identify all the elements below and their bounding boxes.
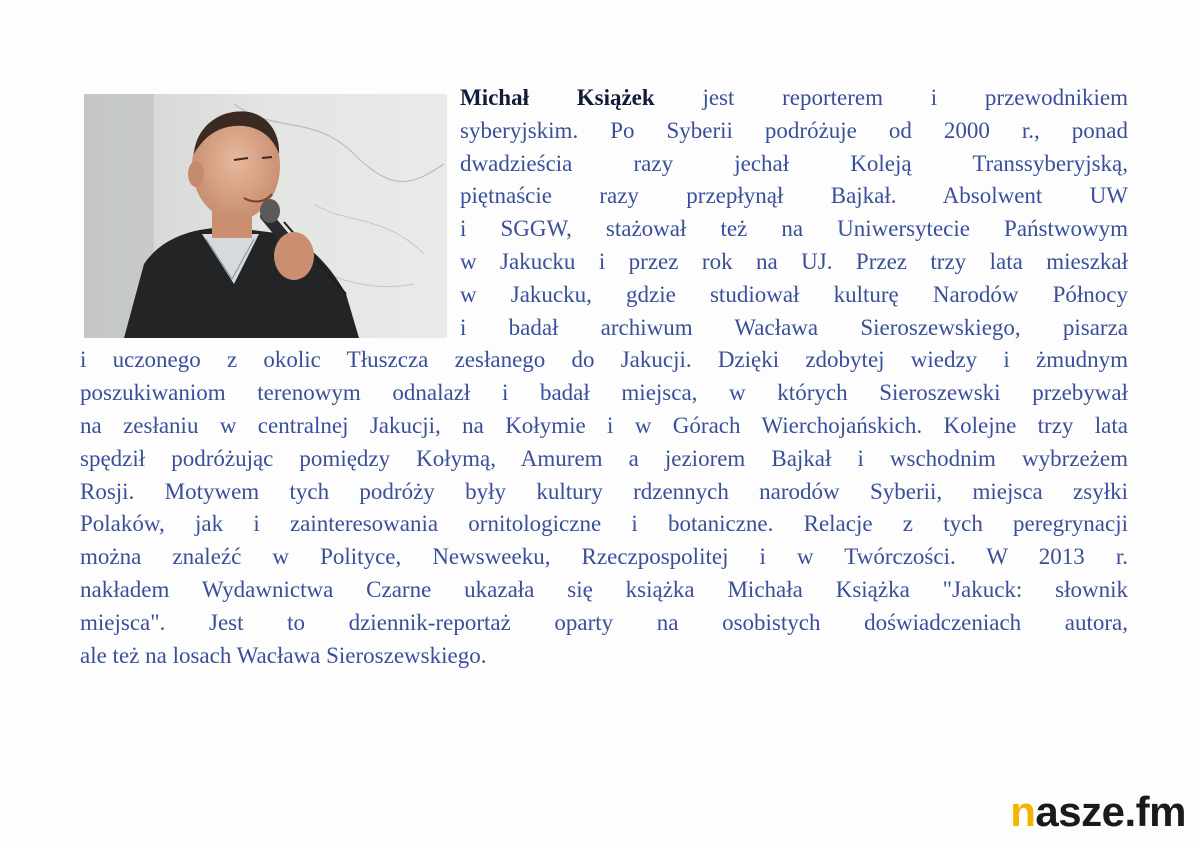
biography-text xyxy=(80,82,1128,672)
text-line: syberyjskim. Po Syberii podróżuje od 2000 r., ponad xyxy=(460,117,1128,143)
logo-text: asze.fm xyxy=(1035,788,1186,835)
text-line: w Jakucku, gdzie studiował kulturę Narodów Północy xyxy=(460,281,1128,307)
text-line: poszukiwaniom terenowym odnalazł i badał miejsca, w których Sieroszewski przebywał xyxy=(80,380,1128,406)
text-line: Rosji. Motywem tych podróży były kultury rdzennych narodów Syberii, miejsca zsyłki xyxy=(80,478,1128,504)
text-line: ale też na losach Wacława Sieroszewskiego. xyxy=(80,642,487,668)
text-line: nakładem Wydawnictwa Czarne ukazała się książka Michała Książka "Jakuck: słownik xyxy=(80,576,1128,602)
text-line: spędził podróżując pomiędzy Kołymą, Amurem a jeziorem Bajkał i wschodnim wybrzeżem xyxy=(80,445,1128,471)
logo-accent-letter: n xyxy=(1010,788,1036,835)
text-line: na zesłaniu w centralnej Jakucji, na Kołymie i w Górach Wierchojańskich. Kolejne trzy lata xyxy=(80,412,1128,438)
text-line: dwadzieścia razy jechał Koleją Transsyberyjską, xyxy=(460,150,1128,176)
text-line: można znaleźć w Polityce, Newsweeku, Rzeczpospolitej i w Twórczości. W 2013 r. xyxy=(80,544,1128,570)
text-line: i uczonego z okolic Tłuszcza zesłanego do Jakucji. Dzięki zdobytej wiedzy i żmudnym xyxy=(80,347,1128,373)
text-line: w Jakucku i przez rok na UJ. Przez trzy lata mieszkał xyxy=(460,248,1128,274)
text-line: Polaków, jak i zainteresowania ornitologiczne i botaniczne. Relacje z tych peregrynacji xyxy=(80,511,1128,537)
text-line: piętnaście razy przepłynął Bajkał. Absolwent UW xyxy=(460,183,1128,209)
text-line: miejsca". Jest to dziennik-reportaż oparty na osobistych doświadczeniach autora, xyxy=(80,609,1128,635)
text-line: i SGGW, stażował też na Uniwersytecie Państwowym xyxy=(460,216,1128,242)
text-line: i badał archiwum Wacława Sieroszewskiego, pisarza xyxy=(460,314,1128,340)
nasze-fm-logo xyxy=(1010,788,1186,838)
author-name: Michał Książek xyxy=(460,85,655,110)
text-line: Michał Książek jest reporterem i przewodnikiem xyxy=(460,85,1128,110)
